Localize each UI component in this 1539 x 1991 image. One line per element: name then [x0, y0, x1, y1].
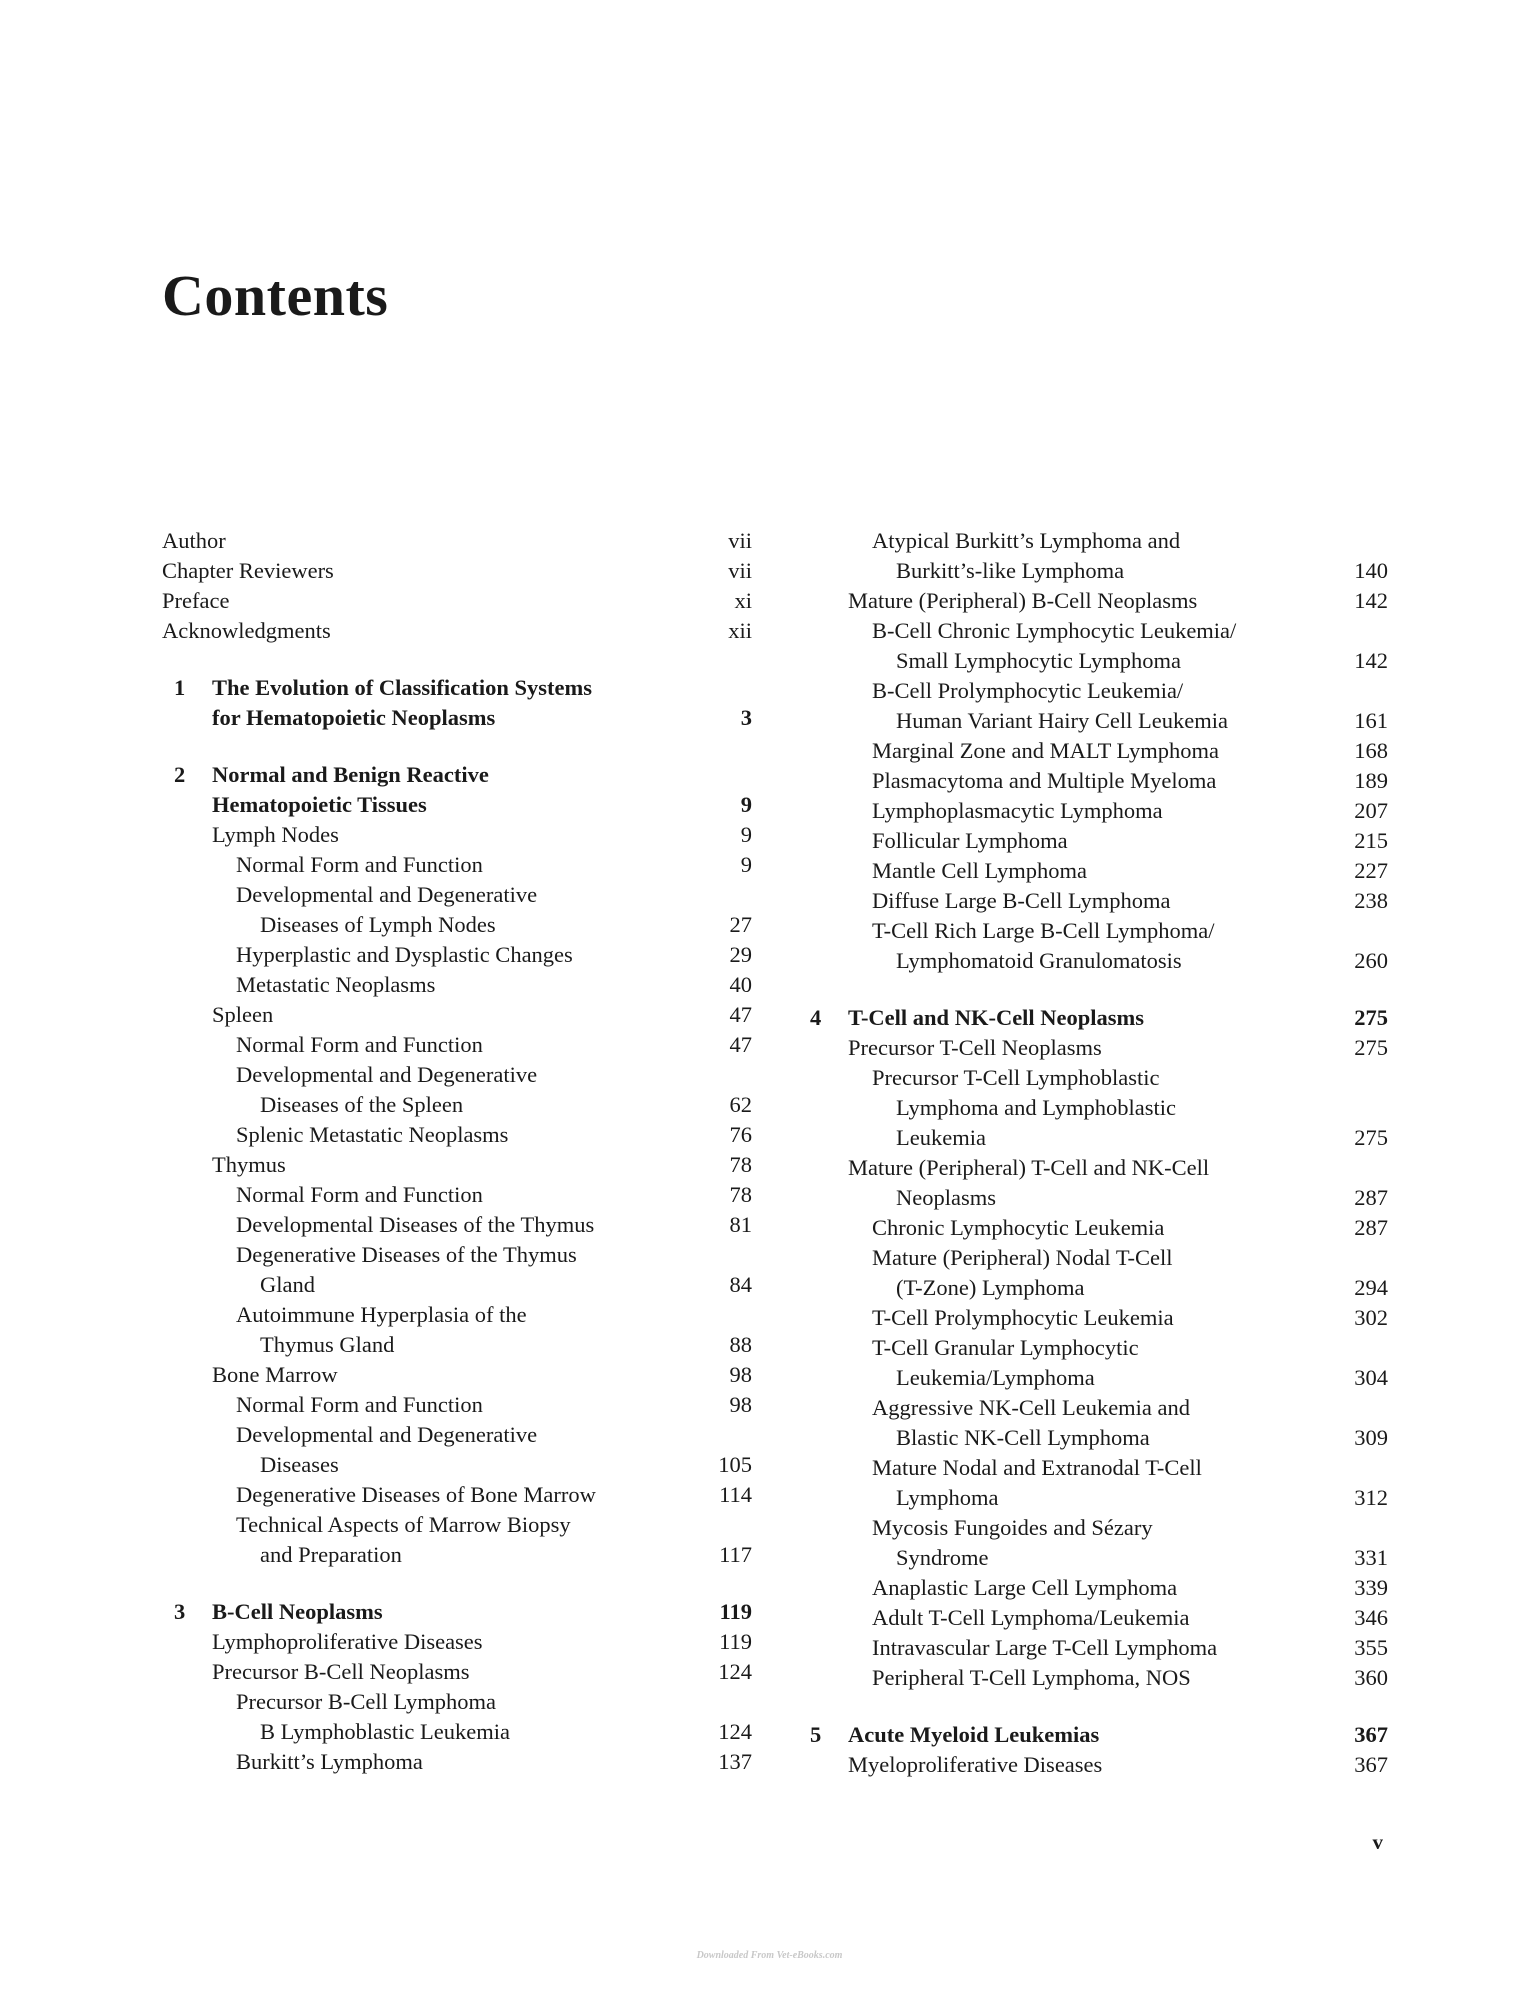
toc-page-number: 62 — [729, 1092, 752, 1117]
toc-page-number: 302 — [1354, 1305, 1388, 1330]
toc-entry — [162, 1210, 752, 1240]
toc-entry — [798, 1453, 1388, 1483]
toc-page-number: 78 — [729, 1182, 752, 1207]
toc-entry-title: Chapter Reviewers — [162, 558, 334, 583]
toc-page-number: 81 — [729, 1212, 752, 1237]
toc-entry-title: Acute Myeloid Leukemias — [848, 1722, 1100, 1747]
toc-entry-title: and Preparation — [260, 1542, 402, 1567]
toc-entry-title: Mature (Peripheral) Nodal T-Cell — [872, 1245, 1173, 1270]
toc-page-number: 227 — [1354, 858, 1388, 883]
toc-entry — [798, 556, 1388, 586]
toc-entry — [798, 886, 1388, 916]
toc-entry-title: Precursor B-Cell Neoplasms — [212, 1659, 470, 1684]
toc-entry-title: Normal Form and Function — [236, 1392, 483, 1417]
toc-chapter-number: 1 — [174, 675, 186, 700]
page-title: Contents — [162, 263, 389, 328]
toc-entry-title: Lymphoplasmacytic Lymphoma — [872, 798, 1163, 823]
toc-entry-title: Follicular Lymphoma — [872, 828, 1068, 853]
toc-entry-title: Precursor T-Cell Neoplasms — [848, 1035, 1102, 1060]
toc-entry — [162, 970, 752, 1000]
toc-entry-title: Diseases of the Spleen — [260, 1092, 464, 1117]
toc-entry-title: Precursor T-Cell Lymphoblastic — [872, 1065, 1160, 1090]
toc-entry — [798, 1123, 1388, 1153]
toc-entry-title: Atypical Burkitt’s Lymphoma and — [872, 528, 1181, 553]
toc-entry — [162, 910, 752, 940]
toc-page-number: 9 — [740, 822, 752, 847]
toc-page-number: 287 — [1354, 1185, 1388, 1210]
toc-entry — [162, 1060, 752, 1090]
toc-chapter-entry — [162, 703, 752, 733]
toc-chapter-number: 5 — [810, 1722, 822, 1747]
toc-page-number: 137 — [718, 1749, 752, 1774]
toc-page-number: vii — [728, 528, 752, 553]
toc-page-number: 47 — [729, 1032, 752, 1057]
toc-entry-title: Hematopoietic Tissues — [212, 792, 427, 817]
toc-entry — [798, 1363, 1388, 1393]
toc-entry-title: Normal Form and Function — [236, 1032, 483, 1057]
toc-page-number: 260 — [1354, 948, 1388, 973]
toc-entry-title: Leukemia/Lymphoma — [896, 1365, 1095, 1390]
toc-entry — [162, 1480, 752, 1510]
toc-entry — [798, 796, 1388, 826]
toc-page-number: 124 — [718, 1719, 752, 1744]
toc-entry-title: T-Cell Prolymphocytic Leukemia — [872, 1305, 1174, 1330]
toc-page-number: 275 — [1354, 1005, 1388, 1030]
toc-entry — [162, 1270, 752, 1300]
page-number: v — [1372, 1830, 1383, 1854]
toc-entry — [162, 1330, 752, 1360]
toc-entry-title: Spleen — [212, 1002, 274, 1027]
toc-entry-title: Autoimmune Hyperplasia of the — [236, 1302, 527, 1327]
toc-page-number: 207 — [1354, 798, 1388, 823]
toc-entry-title: Normal Form and Function — [236, 1182, 483, 1207]
toc-page-number: 189 — [1354, 768, 1388, 793]
toc-entry — [798, 1750, 1388, 1780]
toc-entry — [798, 856, 1388, 886]
toc-page-number: 105 — [718, 1452, 752, 1477]
toc-page-number: 309 — [1354, 1425, 1388, 1450]
toc-entry-title: Degenerative Diseases of Bone Marrow — [236, 1482, 596, 1507]
toc-page-number: xii — [728, 618, 752, 643]
toc-entry-title: The Evolution of Classification Systems — [212, 675, 593, 700]
toc-entry-title: Mature (Peripheral) B-Cell Neoplasms — [848, 588, 1198, 613]
toc-entry — [162, 1360, 752, 1390]
toc-entry-title: Gland — [260, 1272, 315, 1297]
toc-entry-title: Small Lymphocytic Lymphoma — [896, 648, 1181, 673]
toc-entry-title: Leukemia — [896, 1125, 986, 1150]
toc-page-number: 142 — [1354, 588, 1388, 613]
toc-entry — [798, 1483, 1388, 1513]
toc-entry — [798, 1183, 1388, 1213]
toc-page-number: 346 — [1354, 1605, 1388, 1630]
toc-entry-title: Developmental Diseases of the Thymus — [236, 1212, 595, 1237]
toc-page-number: 168 — [1354, 738, 1388, 763]
toc-entry — [162, 1180, 752, 1210]
toc-entry-title: Thymus Gland — [260, 1332, 395, 1357]
toc-entry-title: Thymus — [212, 1152, 286, 1177]
toc-page-number: 98 — [729, 1362, 752, 1387]
toc-entry-title: Lymphomatoid Granulomatosis — [896, 948, 1182, 973]
toc-page-number: 88 — [729, 1332, 752, 1357]
toc-entry-title: Bone Marrow — [212, 1362, 338, 1387]
toc-page-number: 29 — [729, 942, 752, 967]
toc-entry — [798, 1243, 1388, 1273]
toc-entry — [798, 676, 1388, 706]
toc-entry — [798, 826, 1388, 856]
toc-entry-title: (T-Zone) Lymphoma — [896, 1275, 1085, 1300]
toc-entry-title: Developmental and Degenerative — [236, 1062, 538, 1087]
toc-entry — [162, 556, 752, 586]
toc-entry-title: Author — [162, 528, 226, 553]
toc-chapter-entry — [162, 1597, 752, 1627]
toc-entry-title: Adult T-Cell Lymphoma/Leukemia — [872, 1605, 1190, 1630]
toc-page-number: 312 — [1354, 1485, 1388, 1510]
toc-entry — [798, 1063, 1388, 1093]
toc-page-number: 9 — [740, 852, 752, 877]
toc-entry-title: Lymphoma — [896, 1485, 999, 1510]
toc-page-number: 142 — [1354, 648, 1388, 673]
toc-entry-title: Anaplastic Large Cell Lymphoma — [872, 1575, 1178, 1600]
toc-entry-title: Mantle Cell Lymphoma — [872, 858, 1087, 883]
toc-page-number: 339 — [1354, 1575, 1388, 1600]
toc-entry — [162, 1240, 752, 1270]
watermark: Downloaded From Vet-eBooks.com — [696, 1950, 843, 1961]
toc-chapter-entry — [798, 1003, 1388, 1033]
toc-entry-title: for Hematopoietic Neoplasms — [212, 705, 496, 730]
toc-entry-title: Lymphoproliferative Diseases — [212, 1629, 483, 1654]
toc-entry-title: Myeloproliferative Diseases — [848, 1752, 1103, 1777]
toc-entry — [798, 1663, 1388, 1693]
toc-entry — [798, 1513, 1388, 1543]
toc-entry — [798, 1153, 1388, 1183]
toc-page-number: 367 — [1354, 1752, 1388, 1777]
toc-page-number: 367 — [1354, 1722, 1388, 1747]
toc-entry — [162, 1300, 752, 1330]
toc-entry-title: Blastic NK-Cell Lymphoma — [896, 1425, 1150, 1450]
toc-entry — [162, 1000, 752, 1030]
toc-page-number: 40 — [729, 972, 752, 997]
toc-page-number: 360 — [1354, 1665, 1388, 1690]
toc-entry — [798, 1573, 1388, 1603]
toc-entry — [162, 940, 752, 970]
toc-page-number: 9 — [740, 792, 752, 817]
toc-entry-title: Diseases — [260, 1452, 339, 1477]
toc-page-number: 117 — [719, 1542, 752, 1567]
toc-page-number: xi — [734, 588, 752, 613]
toc-entry — [798, 736, 1388, 766]
toc-entry — [162, 1090, 752, 1120]
toc-entry — [162, 1717, 752, 1747]
toc-entry-title: Precursor B-Cell Lymphoma — [236, 1689, 496, 1714]
toc-entry-title: Diseases of Lymph Nodes — [260, 912, 496, 937]
toc-entry — [798, 1303, 1388, 1333]
toc-entry-title: Marginal Zone and MALT Lymphoma — [872, 738, 1220, 763]
toc-entry-title: Normal Form and Function — [236, 852, 483, 877]
toc-entry — [162, 1627, 752, 1657]
toc-chapter-number: 3 — [174, 1599, 186, 1624]
toc-entry-title: Metastatic Neoplasms — [236, 972, 436, 997]
toc-entry-title: Acknowledgments — [162, 618, 331, 643]
toc-entry — [798, 1033, 1388, 1063]
toc-page-number: 119 — [719, 1629, 752, 1654]
toc-page-number: 294 — [1354, 1275, 1388, 1300]
toc-entry-title: Degenerative Diseases of the Thymus — [236, 1242, 577, 1267]
toc-entry — [798, 526, 1388, 556]
toc-page-number: 355 — [1354, 1635, 1388, 1660]
toc-entry-title: Plasmacytoma and Multiple Myeloma — [872, 768, 1217, 793]
toc-entry — [162, 1687, 752, 1717]
toc-entry-title: T-Cell Rich Large B-Cell Lymphoma/ — [872, 918, 1215, 943]
toc-entry-title: Developmental and Degenerative — [236, 1422, 538, 1447]
toc-entry-title: T-Cell Granular Lymphocytic — [872, 1335, 1139, 1360]
toc-page-number: 304 — [1354, 1365, 1388, 1390]
toc-entry-title: Preface — [162, 588, 230, 613]
toc-entry — [162, 850, 752, 880]
toc-entry-title: B-Cell Prolymphocytic Leukemia/ — [872, 678, 1184, 703]
toc-entry-title: Hyperplastic and Dysplastic Changes — [236, 942, 573, 967]
toc-page-number: 287 — [1354, 1215, 1388, 1240]
toc-entry-title: Intravascular Large T-Cell Lymphoma — [872, 1635, 1218, 1660]
toc-page-number: 275 — [1354, 1125, 1388, 1150]
toc-entry — [162, 1510, 752, 1540]
toc-page-number: 84 — [729, 1272, 752, 1297]
toc-entry — [162, 586, 752, 616]
toc-chapter-entry — [162, 760, 752, 790]
toc-entry-title: Burkitt’s-like Lymphoma — [896, 558, 1125, 583]
toc-page-number: 114 — [719, 1482, 752, 1507]
toc-page-number: 275 — [1354, 1035, 1388, 1060]
toc-entry — [798, 586, 1388, 616]
toc-entry — [798, 1603, 1388, 1633]
toc-entry-title: B-Cell Chronic Lymphocytic Leukemia/ — [872, 618, 1237, 643]
toc-entry-title: Peripheral T-Cell Lymphoma, NOS — [872, 1665, 1191, 1690]
toc-entry-title: Syndrome — [896, 1545, 989, 1570]
toc-entry — [798, 946, 1388, 976]
toc-entry — [798, 1273, 1388, 1303]
toc-entry — [162, 616, 752, 646]
toc-page-number: 98 — [729, 1392, 752, 1417]
toc-page-number: vii — [728, 558, 752, 583]
toc-page-number: 47 — [729, 1002, 752, 1027]
toc-entry-title: B-Cell Neoplasms — [212, 1599, 383, 1624]
toc-entry — [162, 1030, 752, 1060]
toc-entry-title: Normal and Benign Reactive — [212, 762, 489, 787]
toc-entry — [162, 1450, 752, 1480]
toc-page-number: 124 — [718, 1659, 752, 1684]
toc-page-number: 119 — [719, 1599, 752, 1624]
toc-entry-title: T-Cell and NK-Cell Neoplasms — [848, 1005, 1145, 1030]
toc-entry — [798, 916, 1388, 946]
toc-entry — [162, 526, 752, 556]
toc-entry-title: Developmental and Degenerative — [236, 882, 538, 907]
toc-entry — [798, 1213, 1388, 1243]
toc-entry — [162, 1150, 752, 1180]
toc-entry-title: Diffuse Large B-Cell Lymphoma — [872, 888, 1171, 913]
toc-entry — [162, 880, 752, 910]
toc-entry — [798, 1333, 1388, 1363]
toc-entry-title: Burkitt’s Lymphoma — [236, 1749, 423, 1774]
toc-page-number: 3 — [740, 705, 752, 730]
toc-entry-title: Technical Aspects of Marrow Biopsy — [236, 1512, 571, 1537]
toc-entry — [798, 1093, 1388, 1123]
toc-page-number: 331 — [1354, 1545, 1388, 1570]
toc-page-number: 76 — [729, 1122, 752, 1147]
toc-entry-title: Chronic Lymphocytic Leukemia — [872, 1215, 1165, 1240]
toc-entry — [798, 1633, 1388, 1663]
toc-page-number: 238 — [1354, 888, 1388, 913]
toc-entry-title: Lymph Nodes — [212, 822, 339, 847]
toc-left-column — [162, 526, 752, 1777]
toc-page-number: 215 — [1354, 828, 1388, 853]
toc-entry — [162, 1420, 752, 1450]
toc-entry-title: B Lymphoblastic Leukemia — [260, 1719, 510, 1744]
toc-entry-title: Human Variant Hairy Cell Leukemia — [896, 708, 1228, 733]
toc-entry — [162, 1657, 752, 1687]
toc-chapter-number: 2 — [174, 762, 186, 787]
toc-chapter-entry — [162, 673, 752, 703]
toc-entry — [798, 646, 1388, 676]
toc-entry — [162, 1390, 752, 1420]
toc-entry-title: Mycosis Fungoides and Sézary — [872, 1515, 1153, 1540]
toc-entry — [798, 1543, 1388, 1573]
toc-entry — [162, 820, 752, 850]
toc-entry — [162, 1747, 752, 1777]
toc-entry-title: Lymphoma and Lymphoblastic — [896, 1095, 1176, 1120]
toc-entry — [798, 766, 1388, 796]
toc-entry-title: Aggressive NK-Cell Leukemia and — [872, 1395, 1191, 1420]
toc-entry — [798, 616, 1388, 646]
toc-page-number: 161 — [1354, 708, 1388, 733]
toc-chapter-number: 4 — [810, 1005, 822, 1030]
toc-entry-title: Splenic Metastatic Neoplasms — [236, 1122, 509, 1147]
toc-entry-title: Mature Nodal and Extranodal T-Cell — [872, 1455, 1202, 1480]
toc-page-number: 27 — [729, 912, 752, 937]
toc-entry-title: Mature (Peripheral) T-Cell and NK-Cell — [848, 1155, 1210, 1180]
toc-chapter-entry — [798, 1720, 1388, 1750]
toc-right-column — [798, 526, 1388, 1780]
toc-entry — [798, 706, 1388, 736]
toc-chapter-entry — [162, 790, 752, 820]
toc-entry — [798, 1393, 1388, 1423]
toc-entry — [798, 1423, 1388, 1453]
toc-page-number: 78 — [729, 1152, 752, 1177]
toc-page-number: 140 — [1354, 558, 1388, 583]
toc-entry-title: Neoplasms — [896, 1185, 996, 1210]
toc-entry — [162, 1540, 752, 1570]
toc-entry — [162, 1120, 752, 1150]
